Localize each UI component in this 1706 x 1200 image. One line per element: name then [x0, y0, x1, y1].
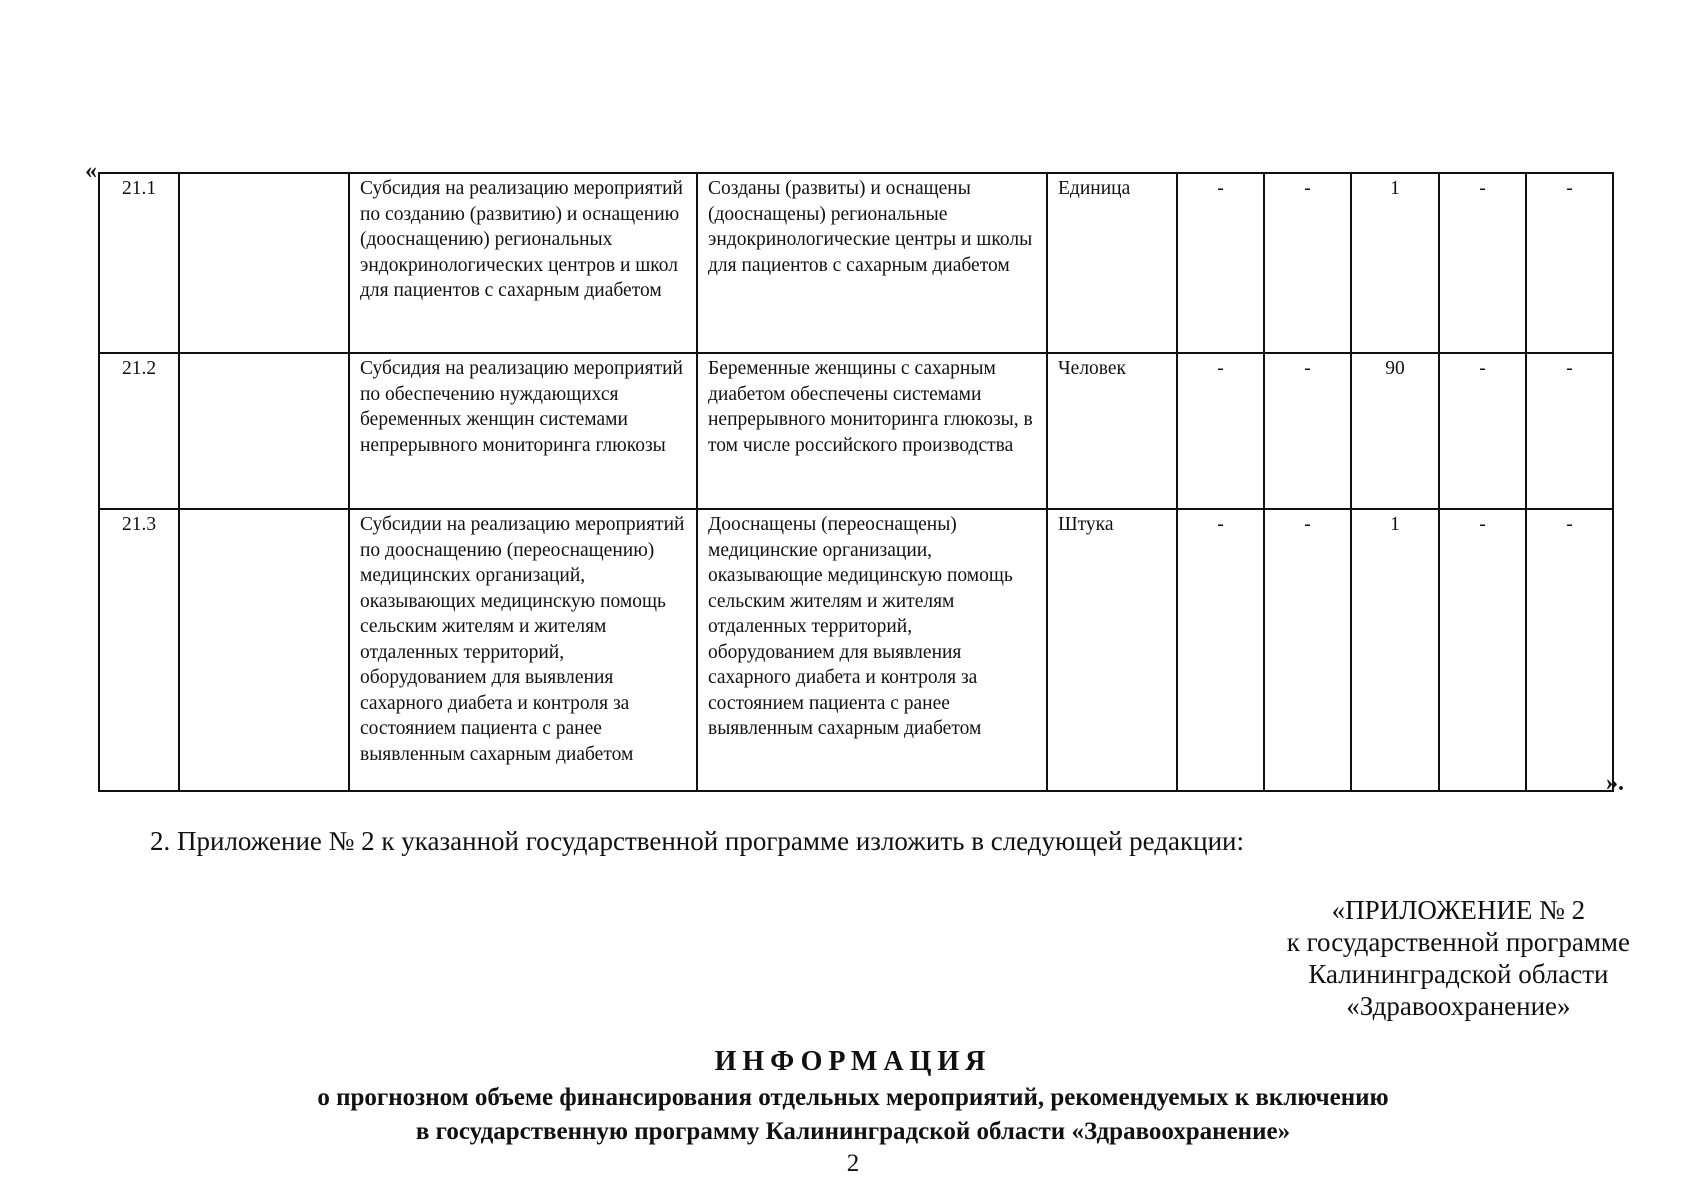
value-cell: - [1264, 509, 1351, 791]
table-close-quote: ». [1606, 770, 1624, 796]
measure-name: Субсидия на реализацию мероприятий по обеспечению нуждающихся беременных женщин системами непрерывного мониторинга глюкозы [349, 353, 697, 509]
table-row [99, 173, 1613, 353]
measure-name: Субсидии на реализацию мероприятий по дооснащению (переоснащению) медицинских организаций, оказывающих медицинскую помощь сельским жителям и жителям отдаленных территорий, оборудованием для выявления сахарного диабета и контроля за состоянием пациента с ранее выявленным сахарным диабетом [349, 509, 697, 791]
measure-name: Субсидия на реализацию мероприятий по созданию (развитию) и оснащению (дооснащению) региональных эндокринологических центров и школ для пациентов с сахарным диабетом [349, 173, 697, 353]
value-cell: 1 [1351, 173, 1439, 353]
value-cell: 90 [1351, 353, 1439, 509]
appendix-line: Калининградской области [1308, 959, 1609, 989]
value-cell: 1 [1351, 509, 1439, 791]
measure-unit: Штука [1047, 509, 1177, 791]
appendix-line: «ПРИЛОЖЕНИЕ № 2 [1331, 895, 1586, 925]
measure-result: Созданы (развиты) и оснащены (дооснащены) региональные эндокринологические центры и школы для пациентов с сахарным диабетом [697, 173, 1047, 353]
value-cell: - [1264, 353, 1351, 509]
table-row [99, 509, 1613, 791]
value-cell: - [1439, 353, 1526, 509]
table-row [99, 353, 1613, 509]
value-cell: - [1439, 509, 1526, 791]
row-number: 21.1 [99, 173, 179, 353]
empty-cell [179, 173, 349, 353]
row-number: 21.2 [99, 353, 179, 509]
document-subtitle: в государственную программу Калининградской области «Здравоохранение» [415, 1118, 1291, 1145]
appendix-line: «Здравоохранение» [1346, 991, 1571, 1021]
measures-table [98, 172, 1614, 792]
amendment-paragraph: 2. Приложение № 2 к указанной государственной программе изложить в следующей редакции: [150, 826, 1244, 856]
row-number: 21.3 [99, 509, 179, 791]
document-title: ИНФОРМАЦИЯ [714, 1046, 992, 1077]
empty-cell [179, 509, 349, 791]
value-cell: - [1264, 173, 1351, 353]
page-number: 2 [846, 1150, 860, 1177]
value-cell: - [1177, 353, 1264, 509]
value-cell: - [1526, 509, 1613, 791]
value-cell: - [1526, 353, 1613, 509]
empty-cell [179, 353, 349, 509]
measure-unit: Единица [1047, 173, 1177, 353]
measure-result: Беременные женщины с сахарным диабетом обеспечены системами непрерывного мониторинга глюкозы, в том числе российского производства [697, 353, 1047, 509]
appendix-line: к государственной программе [1286, 927, 1630, 957]
measure-unit: Человек [1047, 353, 1177, 509]
appendix-caption [1287, 894, 1630, 1022]
value-cell: - [1526, 173, 1613, 353]
measure-result: Дооснащены (переоснащены) медицинские организации, оказывающие медицинскую помощь сельским жителям и жителям отдаленных территорий, оборудованием для выявления сахарного диабета и контроля за состоянием пациента с ранее выявленным сахарным диабетом [697, 509, 1047, 791]
table-open-quote: « [85, 158, 97, 184]
value-cell: - [1177, 173, 1264, 353]
value-cell: - [1439, 173, 1526, 353]
value-cell: - [1177, 509, 1264, 791]
document-subtitle: о прогнозном объеме финансирования отдельных мероприятий, рекомендуемых к включению [317, 1084, 1389, 1111]
